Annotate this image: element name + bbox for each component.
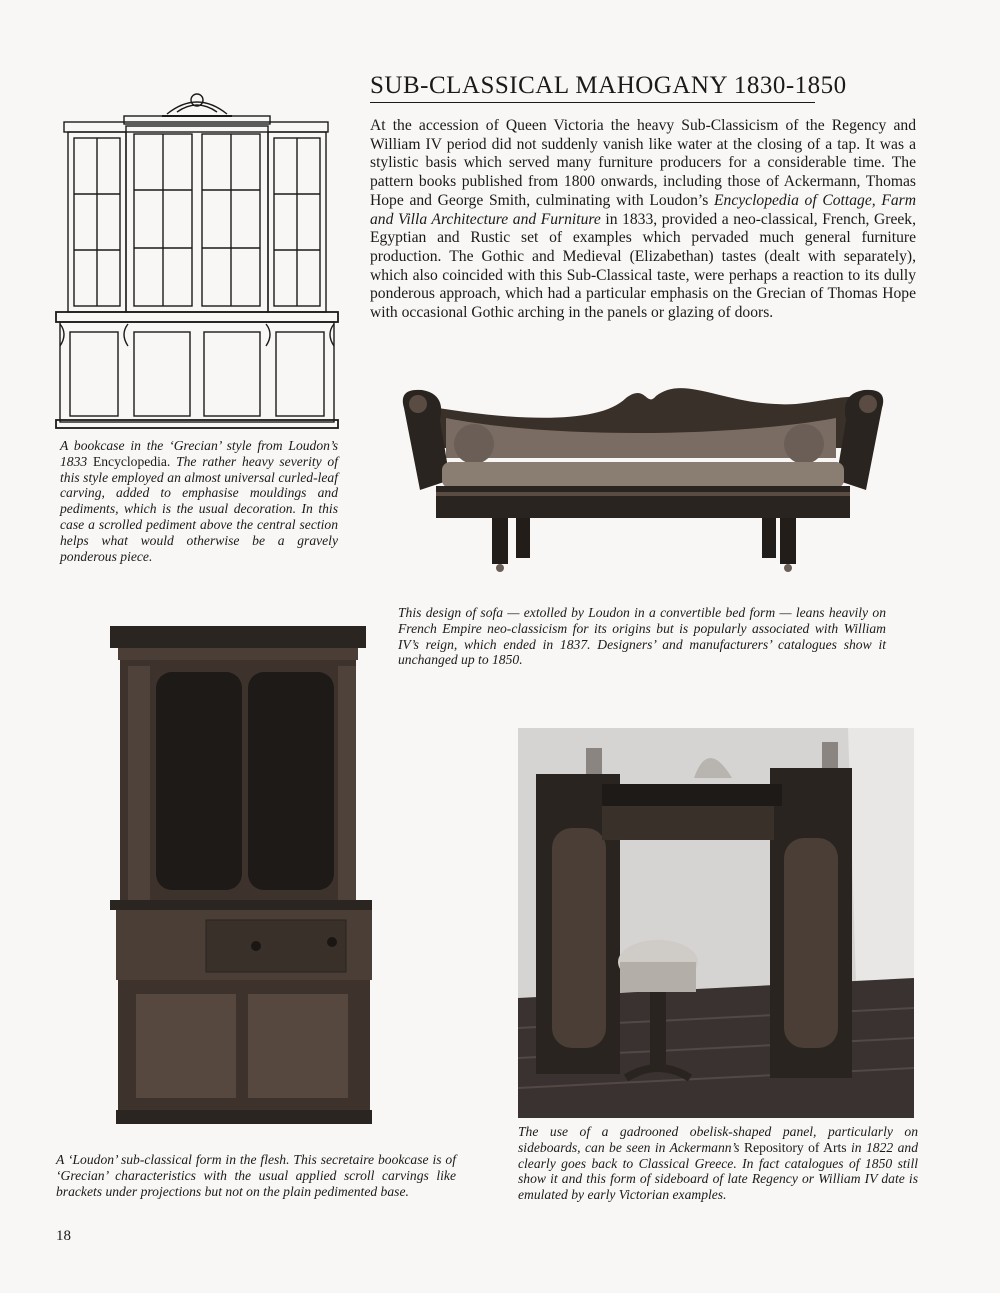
sideboard-photo (518, 728, 914, 1118)
sofa-photo (396, 378, 890, 588)
secretaire-photo (106, 626, 388, 1128)
bookcase-caption-book: Encyclopedia. (92, 453, 171, 469)
sideboard-caption-book: Repository of Arts (744, 1139, 847, 1155)
intro-paragraph (370, 117, 916, 323)
bookcase-caption-a: A bookcase in the ‘Grecian’ style from Loudon’s 1833 (60, 438, 338, 469)
sideboard-caption (518, 1124, 918, 1203)
sideboard-caption-a: The use of a gadrooned obelisk-shaped panel, particularly on sideboards, can be seen in Ackermann’s (518, 1124, 918, 1155)
intro-book-title: Encyclopedia of Cottage, Farm and Villa Architecture and Furniture (370, 191, 916, 228)
intro-text-rest: in 1833, provided a neo-classical, French, Greek, Egyptian and Rustic set of examples which pervaded much general furniture production. The Gothic and Medieval (Elizabethan) tastes (dealt with separately), which also coincided with this Sub-Classical taste, were perhaps a reaction to its dully ponderous approach, which had a particular emphasis on the Grecian of Thomas Hope with occasional Gothic arching in the panels or glazing of doors. (370, 210, 916, 322)
page-number: 18 (56, 1228, 71, 1244)
bookcase-caption-c: The rather heavy severity of this style employed an almost universal curled-leaf carving, added to emphasise mouldings and pediments, which is the usual decoration. In this case a scrolled pediment above the central section helps what would otherwise be a gravely ponderous piece. (60, 453, 338, 564)
sofa-caption: This design of sofa — extolled by Loudon in a convertible bed form — leans heavily on French Empire neo-classicism for its origins but is popularly associated with William IV’s reign, which ended in 1837. Designers’ and manufacturers’ catalogues show it unchanged up to 1850. (398, 605, 886, 668)
bookcase-caption (60, 438, 338, 564)
intro-text: At the accession of Queen Victoria the heavy Sub-Classicism of the Regency and William IV period did not suddenly vanish like water at the closing of a tap. It was a stylistic basis which served many furniture producers for a considerable time. The pattern books published from 1800 onwards, including those of Ackermann, Thomas Hope and George Smith, culminating with Loudon’s (370, 117, 916, 209)
secretaire-caption: A ‘Loudon’ sub-classical form in the flesh. This secretaire bookcase is of ‘Grecian’ characteristics with the usual applied scroll carvings like brackets under projections but not on the plain pedimented base. (56, 1152, 456, 1199)
bookcase-drawing (52, 86, 342, 431)
sideboard-caption-c: in 1822 and clearly goes back to Classical Greece. In fact catalogues of 1850 still show it and this form of sideboard of late Regency or William IV date is emulated by early Victorian examples. (518, 1139, 918, 1203)
page-title: SUB-CLASSICAL MAHOGANY 1830-1850 (370, 72, 815, 103)
